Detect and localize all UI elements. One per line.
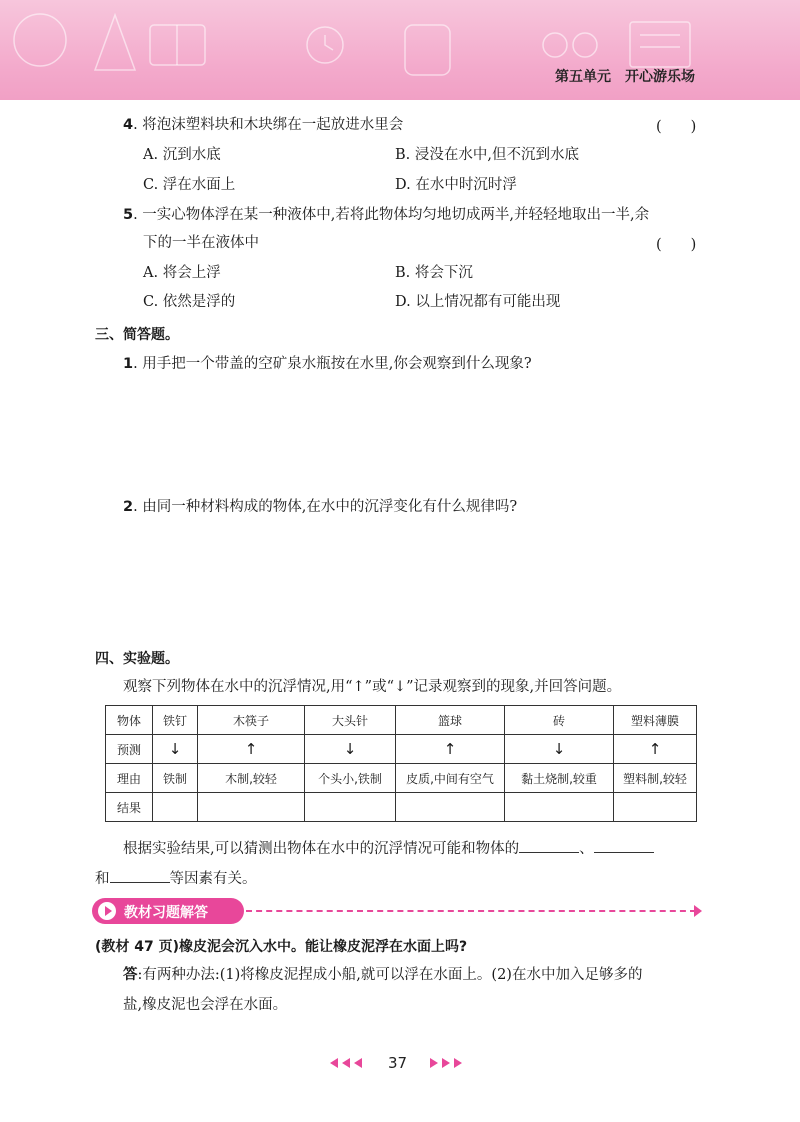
textbook-question: (教材 47 页)橡皮泥会沉入水中。能让橡皮泥浮在水面上吗?: [95, 939, 468, 955]
conclusion-separator: 、: [579, 841, 594, 857]
next-arrow-icon: [454, 1058, 462, 1068]
prediction-arrow: ↑: [614, 735, 697, 764]
prediction-arrow: ↑: [198, 735, 305, 764]
question-text: . 将泡沫塑料块和木块绑在一起放进水里会: [133, 117, 404, 133]
globe-doodle-icon: [14, 14, 66, 66]
short-answer-q2: [123, 497, 517, 517]
prev-arrow-icon: [354, 1058, 362, 1068]
question-number: 1: [123, 356, 134, 372]
result-cell[interactable]: [396, 793, 505, 822]
table-row-objects: [106, 706, 697, 735]
question-text-line2: 下的一半在液体中: [143, 235, 259, 251]
question-number: 4: [123, 117, 134, 133]
conclusion-end: 等因素有关。: [169, 871, 257, 887]
table-cell: 皮质,中间有空气: [396, 764, 505, 793]
table-cell: 铁制: [153, 764, 198, 793]
result-cell[interactable]: [305, 793, 396, 822]
page-number: 37: [388, 1054, 408, 1072]
prediction-arrow: ↓: [305, 735, 396, 764]
banner-label: 教材习题解答: [124, 905, 208, 921]
section-title: 四、实验题。: [95, 651, 179, 667]
table-cell: 塑料薄膜: [614, 706, 697, 735]
option-d: D. 以上情况都有可能出现: [395, 294, 561, 310]
table-row-results: [106, 793, 697, 822]
answer-blank-3[interactable]: [110, 868, 170, 883]
option-b: B. 浸没在水中,但不沉到水底: [395, 147, 579, 163]
result-cell[interactable]: [505, 793, 614, 822]
question-number: 2: [123, 499, 134, 515]
prediction-arrow: ↓: [153, 735, 198, 764]
result-cell[interactable]: [198, 793, 305, 822]
table-cell: 木筷子: [198, 706, 305, 735]
answer-line1: [123, 965, 642, 985]
short-answer-q1: [123, 354, 532, 374]
table-cell: 铁钉: [153, 706, 198, 735]
option-d: D. 在水中时沉时浮: [395, 177, 517, 193]
answer-line2: 盐,橡皮泥也会浮在水面。: [123, 997, 288, 1013]
answer-label: 答: [123, 967, 138, 983]
conclusion-and: 和: [95, 871, 110, 887]
table-cell: 砖: [505, 706, 614, 735]
question-text: . 一实心物体浮在某一种液体中,若将此物体均匀地切成两半,并轻轻地取出一半,余: [133, 207, 650, 223]
conclusion-text: 根据实验结果,可以猜测出物体在水中的沉浮情况可能和物体的: [123, 841, 520, 857]
arrow-right-icon: [694, 905, 702, 917]
result-cell[interactable]: [153, 793, 198, 822]
table-cell: 篮球: [396, 706, 505, 735]
question-text: . 用手把一个带盖的空矿泉水瓶按在水里,你会观察到什么现象?: [133, 356, 532, 372]
answer-blank-2[interactable]: [594, 838, 654, 853]
prediction-arrow: ↑: [396, 735, 505, 764]
answer-blank-1[interactable]: [519, 838, 579, 853]
question-5: [123, 205, 649, 225]
option-b: B. 将会下沉: [395, 265, 473, 281]
experiment-intro: 观察下列物体在水中的沉浮情况,用“↑”或“↓”记录观察到的现象,并回答问题。: [123, 679, 622, 695]
unit-title: 第五单元 开心游乐场: [555, 69, 695, 85]
table-row-reasons: [106, 764, 697, 793]
table-cell: 木制,较轻: [198, 764, 305, 793]
question-text: . 由同一种材料构成的物体,在水中的沉浮变化有什么规律吗?: [133, 499, 518, 515]
option-c: C. 浮在水面上: [143, 177, 236, 193]
next-arrow-icon: [430, 1058, 438, 1068]
table-cell: 黏土烧制,较重: [505, 764, 614, 793]
backpack-icon: [405, 25, 450, 75]
textbook-banner: [92, 898, 244, 924]
experiment-table: [105, 705, 697, 822]
question-number: 5: [123, 207, 134, 223]
question-4: [123, 115, 403, 135]
row-header: 结果: [106, 793, 153, 822]
play-icon: [98, 902, 116, 920]
option-a: A. 将会上浮: [143, 265, 221, 281]
option-c: C. 依然是浮的: [143, 294, 236, 310]
row-header: 预测: [106, 735, 153, 764]
row-header: 理由: [106, 764, 153, 793]
conclusion-line1: [123, 838, 654, 859]
triangle-ruler-icon: [95, 15, 135, 70]
option-a: A. 沉到水底: [143, 147, 221, 163]
section-title: 三、简答题。: [95, 327, 179, 343]
row-header: 物体: [106, 706, 153, 735]
table-cell: 个头小,铁制: [305, 764, 396, 793]
conclusion-line2: [95, 868, 257, 889]
table-cell: 塑料制,较轻: [614, 764, 697, 793]
result-cell[interactable]: [614, 793, 697, 822]
answer-text: :有两种办法:(1)将橡皮泥捏成小船,就可以浮在水面上。(2)在水中加入足够多的: [137, 967, 643, 983]
glasses-icon: [543, 33, 567, 57]
prediction-arrow: ↓: [505, 735, 614, 764]
answer-paren: ( ): [656, 237, 697, 253]
answer-paren: ( ): [656, 119, 697, 135]
banner-divider: [246, 910, 696, 912]
prev-arrow-icon: [330, 1058, 338, 1068]
notebook-icon: [630, 22, 690, 67]
table-row-predictions: [106, 735, 697, 764]
next-arrow-icon: [442, 1058, 450, 1068]
prev-arrow-icon: [342, 1058, 350, 1068]
table-cell: 大头针: [305, 706, 396, 735]
header-band: [0, 0, 800, 100]
